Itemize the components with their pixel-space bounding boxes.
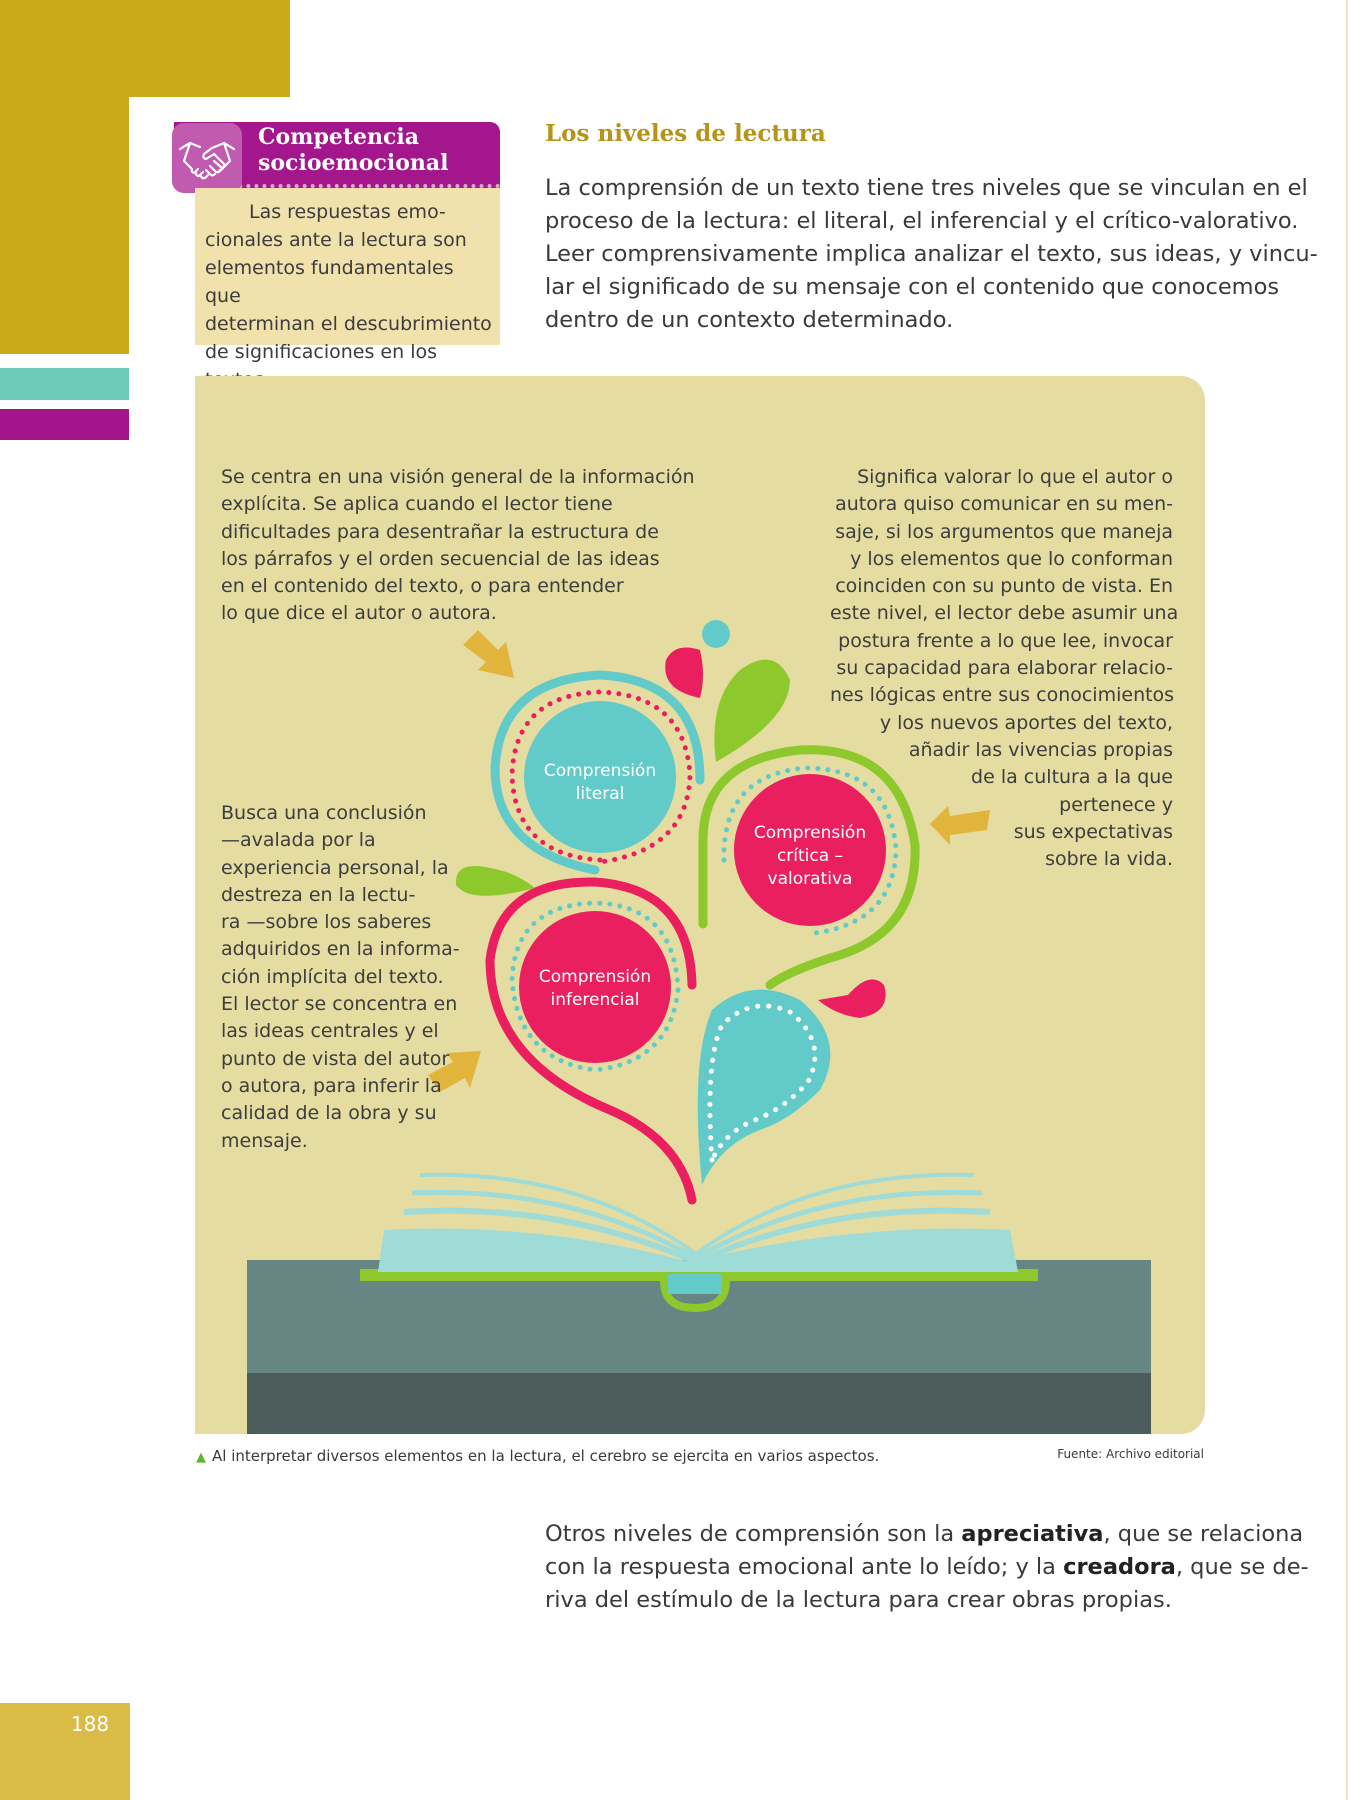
circle-label-line: Comprensión xyxy=(538,967,652,987)
circle-label-line: valorativa xyxy=(767,869,853,889)
green-drop-left xyxy=(456,866,535,896)
figure-caption xyxy=(196,1447,879,1465)
text-line: mensaje. xyxy=(221,1129,308,1152)
competencia-title-line2: socioemocional xyxy=(258,150,449,176)
text-line: lo que dice el autor o autora. xyxy=(221,602,497,625)
closing-text: , que se relaciona xyxy=(1103,1521,1304,1547)
caption-text: Al interpretar diversos elementos en la lectura, el cerebro se ejercita en varios aspectos. xyxy=(212,1447,880,1465)
pink-drop-right xyxy=(818,979,886,1018)
literal-circle-label xyxy=(525,760,675,806)
circle-label-line: crítica – xyxy=(776,846,844,866)
text-line: explícita. Se aplica cuando el lector tiene xyxy=(221,493,613,516)
bold-term-apreciativa: apreciativa xyxy=(961,1521,1104,1547)
text-line: este nivel, el lector debe asumir una xyxy=(830,602,1179,625)
text-line: punto de vista del autor xyxy=(221,1047,450,1070)
book-center xyxy=(668,1274,722,1294)
text-line: los párrafos y el orden secuencial de las ideas xyxy=(221,547,660,570)
page-number: 188 xyxy=(70,1712,110,1736)
closing-line-3: riva del estímulo de la lectura para crear obras propias. xyxy=(545,1587,1172,1613)
closing-text: con la respuesta emocional ante lo leído; y la xyxy=(545,1554,1064,1580)
green-drop-top xyxy=(714,660,790,762)
text-line: adquiridos en la informa- xyxy=(221,938,460,961)
intro-line: dentro de un contexto determinado. xyxy=(545,307,954,333)
competencia-line: cionales ante la lectura son xyxy=(205,229,467,251)
circle-label-line: literal xyxy=(575,784,625,804)
triangle-icon: ▲ xyxy=(196,1450,206,1465)
text-line: destreza en la lectu- xyxy=(221,883,416,906)
text-line: Se centra en una visión general de la información xyxy=(221,466,695,488)
intro-line: La comprensión de un texto tiene tres niveles que se vinculan en el xyxy=(545,175,1308,201)
text-line: su capacidad para elaborar relacio- xyxy=(836,657,1173,680)
intro-line: lar el significado de su mensaje con el contenido que conocemos xyxy=(545,274,1280,300)
text-line: Busca una conclusión xyxy=(221,802,427,824)
closing-paragraph xyxy=(545,1518,1309,1617)
text-line: calidad de la obra y su xyxy=(221,1102,437,1125)
text-line: sus expectativas xyxy=(1013,820,1173,843)
text-line: las ideas centrales y el xyxy=(221,1020,439,1043)
closing-line-1 xyxy=(545,1518,1304,1551)
critica-description xyxy=(830,464,1179,873)
text-line: coinciden con su punto de vista. En xyxy=(835,575,1173,598)
text-line: y los elementos que lo conforman xyxy=(850,547,1173,570)
text-line: ción implícita del texto. xyxy=(221,965,444,988)
intro-line: Leer comprensivamente implica analizar el texto, sus ideas, y vincu- xyxy=(545,241,1318,267)
text-line: —avalada por la xyxy=(221,829,376,852)
text-line: y los nuevos aportes del texto, xyxy=(879,711,1173,734)
pink-drop-small xyxy=(665,648,703,698)
circle-label-line: Comprensión xyxy=(753,823,867,843)
text-line: Significa valorar lo que el autor o xyxy=(857,466,1173,488)
section-title: Los niveles de lectura xyxy=(545,120,826,147)
competencia-line: Las respuestas emo- xyxy=(249,201,446,223)
figure-source: Fuente: Archivo editorial xyxy=(1057,1447,1204,1461)
literal-description xyxy=(221,464,695,628)
circle-label-line: inferencial xyxy=(550,990,640,1010)
book-base-bottom xyxy=(247,1373,1151,1434)
teal-dot xyxy=(702,620,730,648)
text-line: postura frente a lo que lee, invocar xyxy=(838,629,1173,652)
inferencial-circle-label xyxy=(520,966,670,1012)
text-line: de la cultura a la que xyxy=(971,766,1173,789)
inferencial-description xyxy=(221,800,460,1155)
competencia-line: de significaciones en los xyxy=(205,341,437,363)
text-line: nes lógicas entre sus conocimientos xyxy=(830,684,1175,707)
text-line: sobre la vida. xyxy=(1045,848,1173,871)
circle-label-line: Comprensión xyxy=(543,761,657,781)
teal-drop xyxy=(698,990,831,1185)
closing-text: , que se de- xyxy=(1175,1554,1309,1580)
text-line: autora quiso comunicar en su men- xyxy=(835,493,1173,516)
competencia-title-line1: Competencia xyxy=(258,124,420,150)
text-line: experiencia personal, la xyxy=(221,856,449,879)
text-line: o autora, para inferir la xyxy=(221,1074,442,1097)
text-line: pertenece y xyxy=(1059,793,1173,816)
bold-term-creadora: creadora xyxy=(1063,1554,1176,1580)
closing-line-2 xyxy=(545,1551,1309,1584)
competencia-line: elementos fundamentales que xyxy=(205,257,454,307)
text-line: añadir las vivencias propias xyxy=(908,738,1173,761)
arrow-icon xyxy=(463,630,514,678)
competencia-line: determinan el descubrimiento xyxy=(205,313,492,335)
intro-line: proceso de la lectura: el literal, el inferencial y el crítico-valorativo. xyxy=(545,208,1299,234)
text-line: en el contenido del texto, o para entender xyxy=(221,575,624,598)
text-line: dificultades para desentrañar la estructura de xyxy=(221,520,659,543)
text-line: saje, si los argumentos que maneja xyxy=(835,520,1173,543)
closing-text: Otros niveles de comprensión son la xyxy=(545,1521,962,1547)
text-line: El lector se concentra en xyxy=(221,993,458,1016)
text-line: ra —sobre los saberes xyxy=(221,911,432,934)
